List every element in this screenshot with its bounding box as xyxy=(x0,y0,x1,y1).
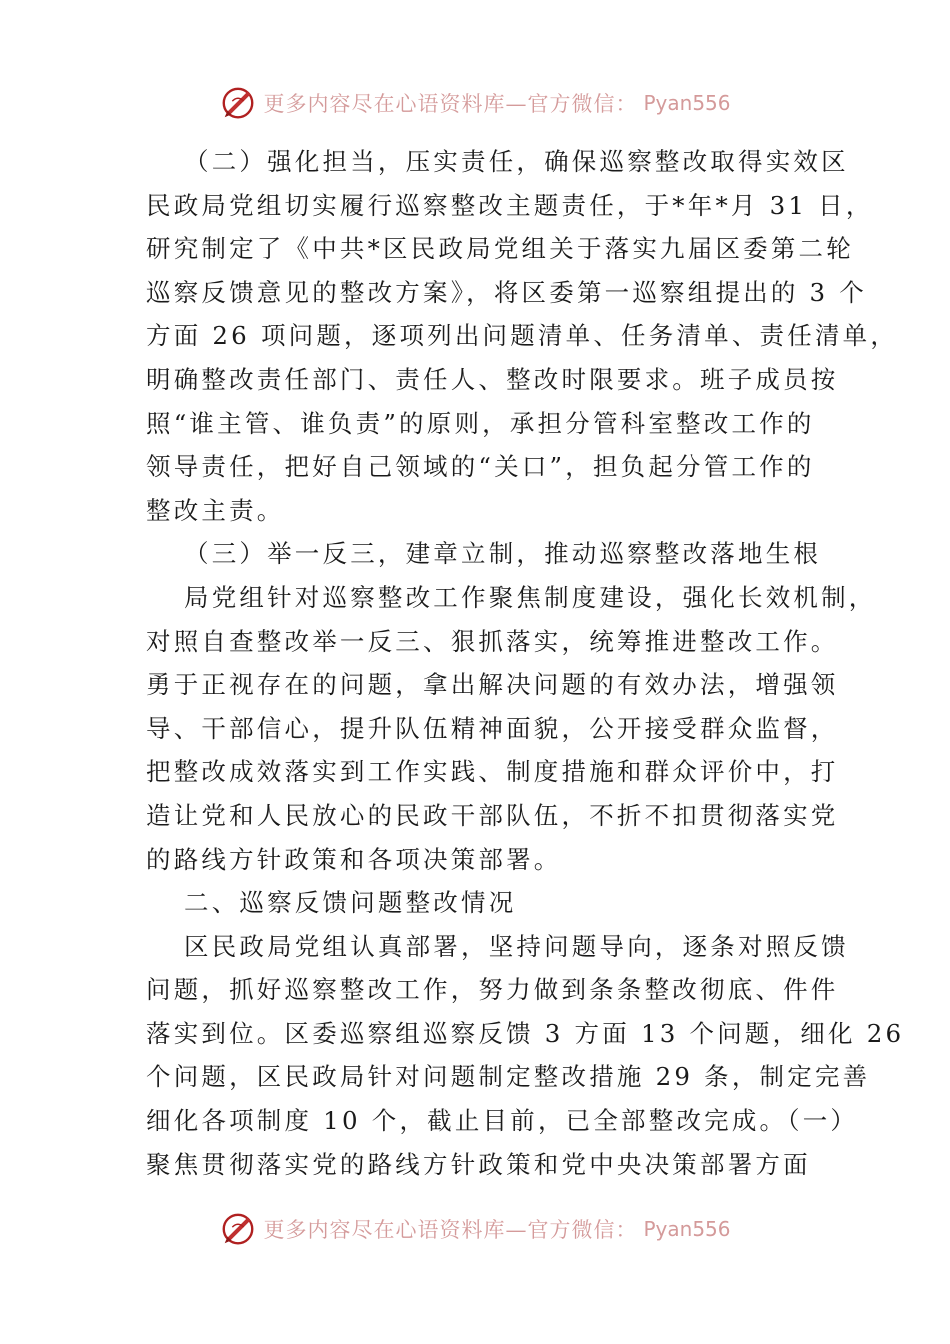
text-line: 局党组针对巡察整改工作聚焦制度建设，强化长效机制， xyxy=(184,582,877,612)
text-line: 方面 26 项问题，逐项列出问题清单、任务清单、责任清单， xyxy=(146,321,899,351)
text-line: 区民政局党组认真部署，坚持问题导向，逐条对照反馈 xyxy=(184,931,849,961)
text-line: 造让党和人民放心的民政干部队伍，不折不扣贯彻落实党 xyxy=(146,800,839,830)
text-line: 把整改成效落实到工作实践、制度措施和群众评价中，打 xyxy=(146,757,839,787)
watermark-wechat-id: Pyan556 xyxy=(643,91,731,115)
text-line: 个问题，区民政局针对问题制定整改措施 29 条，制定完善 xyxy=(146,1062,871,1092)
text-line: 明确整改责任部门、责任人、整改时限要求。班子成员按 xyxy=(146,364,839,394)
text-line: 民政局党组切实履行巡察整改主题责任，于*年*月 31 日， xyxy=(146,190,874,220)
text-line: 二、巡察反馈问题整改情况 xyxy=(184,888,517,918)
text-line: 巡察反馈意见的整改方案》，将区委第一巡察组提出的 3 个 xyxy=(146,277,868,307)
text-line: 勇于正视存在的问题，拿出解决问题的有效办法，增强领 xyxy=(146,670,839,700)
text-line: 的路线方针政策和各项决策部署。 xyxy=(146,844,562,874)
text-line: （二）强化担当，压实责任，确保巡察整改取得实效区 xyxy=(184,147,849,176)
text-line: 照“谁主管、谁负责”的原则，承担分管科室整改工作的 xyxy=(146,408,815,438)
text-line: 研究制定了《中共*区民政局党组关于落实九届区委第二轮 xyxy=(146,234,854,264)
watermark-text: 更多内容尽在心语资料库—官方微信： xyxy=(263,92,638,116)
pen-logo-icon xyxy=(219,84,257,122)
text-line: （三）举一反三，建章立制，推动巡察整改落地生根 xyxy=(184,539,822,569)
text-line: 聚焦贯彻落实党的路线方针政策和党中央决策部署方面 xyxy=(146,1149,811,1179)
text-line: 领导责任，把好自己领域的“关口”，担负起分管工作的 xyxy=(146,452,815,482)
watermark-header xyxy=(0,84,950,122)
document-body xyxy=(146,140,905,1186)
text-line: 导、干部信心，提升队伍精神面貌，公开接受群众监督， xyxy=(146,713,839,743)
watermark-footer xyxy=(0,1210,950,1248)
text-line: 对照自查整改举一反三、狠抓落实，统筹推进整改工作。 xyxy=(146,626,839,656)
text-line: 落实到位。区委巡察组巡察反馈 3 方面 13 个问题，细化 26 xyxy=(146,1018,905,1048)
text-line: 问题，抓好巡察整改工作，努力做到条条整改彻底、件件 xyxy=(146,975,839,1005)
watermark-text: 更多内容尽在心语资料库—官方微信： xyxy=(263,1218,638,1242)
watermark-wechat-id: Pyan556 xyxy=(643,1217,731,1241)
text-line: 整改主责。 xyxy=(146,495,285,525)
pen-logo-icon xyxy=(219,1210,257,1248)
text-line: 细化各项制度 10 个，截止目前，已全部整改完成。（一） xyxy=(146,1106,859,1136)
